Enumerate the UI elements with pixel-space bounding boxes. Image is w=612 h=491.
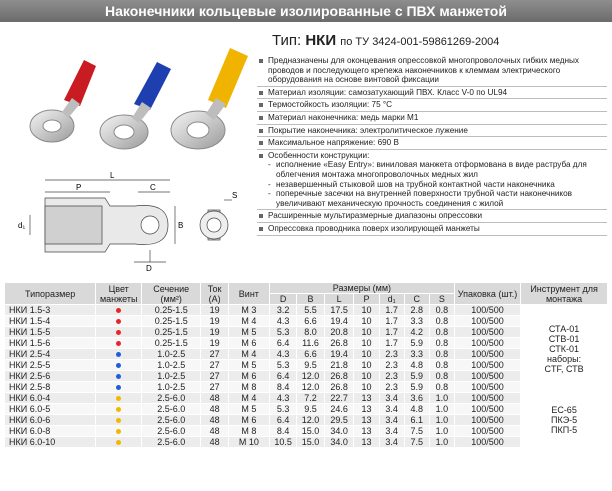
page-title: Наконечники кольцевые изолированные с ПВХ манжетой	[0, 0, 612, 22]
header-dim: P	[354, 294, 379, 305]
cell-dim: 34.0	[324, 437, 354, 448]
cell-screw: М 8	[228, 426, 269, 437]
cell-section: 0.25-1.5	[142, 305, 201, 316]
cell-color	[96, 426, 142, 437]
cell-dim: 21.8	[324, 360, 354, 371]
cell-current: 48	[201, 393, 228, 404]
cell-dim: 3.4	[379, 437, 404, 448]
cell-section: 0.25-1.5	[142, 316, 201, 327]
cell-dim: 10	[354, 316, 379, 327]
header-tool: Инструмент для монтажа	[521, 283, 608, 305]
cell-dim: 1.0	[429, 415, 454, 426]
cell-current: 48	[201, 415, 228, 426]
cell-color	[96, 305, 142, 316]
cell-section: 0.25-1.5	[142, 338, 201, 349]
type-prefix: Тип:	[272, 32, 306, 49]
cell-screw: М 4	[228, 349, 269, 360]
cell-dim: 1.0	[429, 426, 454, 437]
features-heading: Особенности конструкции:	[268, 150, 370, 160]
yellow-terminal	[171, 48, 248, 149]
spec-insulation: Материал изоляции: самозатухающий ПВХ. Класс V-0 по UL94	[257, 88, 607, 100]
cell-type: НКИ 6.0-8	[5, 426, 96, 437]
cell-dim: 4.3	[269, 316, 296, 327]
cell-dim: 0.8	[429, 338, 454, 349]
header-type: Типоразмер	[5, 283, 96, 305]
tool-item: СТК-01	[549, 343, 580, 354]
cell-pack: 100/500	[454, 415, 520, 426]
table-row	[5, 338, 608, 349]
cell-screw: М 5	[228, 327, 269, 338]
cell-dim: 7.2	[297, 393, 324, 404]
cell-dim: 13	[354, 415, 379, 426]
cell-dim: 6.6	[297, 316, 324, 327]
cell-pack: 100/500	[454, 338, 520, 349]
cell-screw: М 3	[228, 305, 269, 316]
cell-section: 2.5-6.0	[142, 415, 201, 426]
cell-dim: 19.4	[324, 349, 354, 360]
cell-pack: 100/500	[454, 382, 520, 393]
cell-current: 19	[201, 327, 228, 338]
cell-tools-group1	[521, 305, 608, 393]
cell-dim: 12.0	[297, 382, 324, 393]
cell-dim: 4.8	[404, 404, 429, 415]
label-B: B	[178, 221, 184, 230]
table-row	[5, 305, 608, 316]
cell-type: НКИ 2.5-4	[5, 349, 96, 360]
cell-section: 2.5-6.0	[142, 437, 201, 448]
spec-coating: Покрытие наконечника: электролитическое лужение	[257, 126, 607, 138]
blue-dot-icon	[116, 352, 121, 357]
cell-color	[96, 415, 142, 426]
type-line	[272, 32, 499, 49]
spec-crimp-over: Опрессовка проводника поверх изолирующей манжеты	[257, 224, 607, 236]
cell-dim: 6.4	[269, 415, 296, 426]
blue-dot-icon	[116, 363, 121, 368]
cell-dim: 10	[354, 327, 379, 338]
cell-dim: 13	[354, 404, 379, 415]
cell-type: НКИ 6.0-10	[5, 437, 96, 448]
cell-dim: 19.4	[324, 316, 354, 327]
cell-dim: 26.8	[324, 382, 354, 393]
cell-section: 1.0-2.5	[142, 360, 201, 371]
spec-material: Материал наконечника: медь марки М1	[257, 113, 607, 125]
table-row	[5, 437, 608, 448]
tool-item: ПКП-5	[550, 425, 578, 435]
feature-text: поперечные засечки на внутренней поверхности трубной части наконечников увеличивают механическую прочность соединения с жилой	[276, 189, 572, 208]
header-dims: Размеры (мм)	[269, 283, 454, 294]
label-D: D	[146, 264, 152, 273]
cell-dim: 12.0	[297, 371, 324, 382]
spec-table	[4, 282, 608, 448]
yellow-dot-icon	[116, 440, 121, 445]
header-dim: B	[297, 294, 324, 305]
cell-dim: 7.5	[404, 437, 429, 448]
tool-item: CTF, СТВ	[544, 363, 584, 374]
cell-dim: 10	[354, 371, 379, 382]
feature-text: незавершенный стыковой шов на трубной контактной части наконечника	[276, 179, 555, 189]
cell-dim: 15.0	[297, 426, 324, 437]
cell-type: НКИ 2.5-5	[5, 360, 96, 371]
cell-dim: 0.8	[429, 305, 454, 316]
cell-pack: 100/500	[454, 437, 520, 448]
cell-pack: 100/500	[454, 349, 520, 360]
cell-dim: 10	[354, 349, 379, 360]
cell-dim: 3.4	[379, 404, 404, 415]
cell-dim: 0.8	[429, 382, 454, 393]
cell-dim: 3.6	[404, 393, 429, 404]
cell-dim: 13	[354, 393, 379, 404]
table-row	[5, 426, 608, 437]
cell-color	[96, 382, 142, 393]
cell-current: 27	[201, 349, 228, 360]
cell-dim: 3.4	[379, 415, 404, 426]
cell-current: 27	[201, 382, 228, 393]
cell-dim: 3.3	[404, 316, 429, 327]
spec-features	[257, 151, 607, 211]
cell-dim: 6.1	[404, 415, 429, 426]
table-row	[5, 316, 608, 327]
product-photo	[12, 40, 267, 155]
cell-color	[96, 327, 142, 338]
label-L: L	[110, 171, 115, 180]
table-row	[5, 382, 608, 393]
cell-color	[96, 360, 142, 371]
spec-purpose: Предназначены для оконцевания опрессовкой многопроволочных гибких медных проводов и последующего крепежа наконечников к клеммам электрического оборудования на основе винтовой фиксации	[257, 56, 607, 87]
tool-item: ЕС-65	[551, 405, 577, 415]
header-current: Ток (А)	[201, 283, 228, 305]
cell-dim: 1.7	[379, 338, 404, 349]
cell-dim: 6.6	[297, 349, 324, 360]
cell-dim: 13	[354, 437, 379, 448]
cell-pack: 100/500	[454, 305, 520, 316]
cell-color	[96, 393, 142, 404]
cell-section: 2.5-6.0	[142, 393, 201, 404]
tool-item: СТА-01	[548, 323, 580, 334]
cell-section: 1.0-2.5	[142, 382, 201, 393]
cell-dim: 5.9	[404, 338, 429, 349]
cell-dim: 0.8	[429, 360, 454, 371]
cell-color	[96, 404, 142, 415]
cell-dim: 10	[354, 360, 379, 371]
table-body	[5, 305, 608, 448]
cell-dim: 15.0	[297, 437, 324, 448]
cell-pack: 100/500	[454, 360, 520, 371]
type-tu: по ТУ 3424-001-59861269-2004	[340, 36, 500, 48]
cell-dim: 26.8	[324, 371, 354, 382]
spec-list	[257, 56, 607, 237]
label-d1: d₁	[18, 221, 26, 230]
table-row	[5, 415, 608, 426]
side-view	[200, 200, 232, 240]
cell-type: НКИ 1.5-6	[5, 338, 96, 349]
cell-type: НКИ 1.5-3	[5, 305, 96, 316]
cell-color	[96, 316, 142, 327]
red-dot-icon	[116, 319, 121, 324]
yellow-dot-icon	[116, 396, 121, 401]
red-terminal	[30, 60, 96, 142]
cell-dim: 13	[354, 426, 379, 437]
cell-current: 27	[201, 371, 228, 382]
cell-section: 0.25-1.5	[142, 327, 201, 338]
cell-dim: 3.2	[269, 305, 296, 316]
cell-dim: 7.5	[404, 426, 429, 437]
cell-dim: 2.3	[379, 360, 404, 371]
cell-screw: М 4	[228, 316, 269, 327]
header-dim: S	[429, 294, 454, 305]
cell-screw: М 4	[228, 393, 269, 404]
cell-dim: 5.9	[404, 382, 429, 393]
cell-dim: 10	[354, 382, 379, 393]
tool-item: СТВ-01	[548, 333, 580, 344]
cell-dim: 4.8	[404, 360, 429, 371]
cell-dim: 8.4	[269, 426, 296, 437]
cell-dim: 11.6	[297, 338, 324, 349]
cell-dim: 34.0	[324, 426, 354, 437]
spec-thermal: Термостойкость изоляции: 75 °С	[257, 100, 607, 112]
cell-dim: 2.8	[404, 305, 429, 316]
cell-dim: 3.3	[404, 349, 429, 360]
label-C: C	[150, 183, 156, 192]
cell-dim: 9.5	[297, 360, 324, 371]
cell-screw: М 6	[228, 371, 269, 382]
cell-dim: 10.5	[269, 437, 296, 448]
cell-pack: 100/500	[454, 393, 520, 404]
cell-dim: 8.0	[297, 327, 324, 338]
cell-tools-group2	[521, 393, 608, 448]
blue-terminal	[100, 62, 171, 149]
cell-dim: 8.4	[269, 382, 296, 393]
cell-current: 19	[201, 316, 228, 327]
label-S: S	[232, 191, 238, 200]
cell-dim: 9.5	[297, 404, 324, 415]
label-P: P	[76, 183, 82, 192]
cell-current: 19	[201, 305, 228, 316]
cell-screw: М 6	[228, 415, 269, 426]
red-dot-icon	[116, 341, 121, 346]
cell-dim: 12.0	[297, 415, 324, 426]
table-row	[5, 393, 608, 404]
cell-current: 27	[201, 360, 228, 371]
cell-section: 1.0-2.5	[142, 349, 201, 360]
cell-color	[96, 349, 142, 360]
technical-drawing	[10, 170, 265, 275]
cell-current: 48	[201, 437, 228, 448]
cell-screw: М 5	[228, 404, 269, 415]
cell-dim: 22.7	[324, 393, 354, 404]
header-dim: C	[404, 294, 429, 305]
feature-item: - исполнение «Easy Entry»: виниловая манжета отформована в виде раструба для облегчения монтажа многопроволочных медных жил	[268, 160, 587, 179]
cell-dim: 5.5	[297, 305, 324, 316]
cell-pack: 100/500	[454, 426, 520, 437]
cell-dim: 6.4	[269, 338, 296, 349]
yellow-dot-icon	[116, 418, 121, 423]
cell-type: НКИ 1.5-5	[5, 327, 96, 338]
cell-dim: 0.8	[429, 349, 454, 360]
cell-section: 1.0-2.5	[142, 371, 201, 382]
feature-text: исполнение «Easy Entry»: виниловая манжета отформована в виде раструба для облегчения монтажа многопроволочных медных жил	[276, 160, 587, 179]
cell-section: 2.5-6.0	[142, 404, 201, 415]
cell-pack: 100/500	[454, 327, 520, 338]
feature-item: - незавершенный стыковой шов на трубной контактной части наконечника	[268, 179, 555, 189]
cell-dim: 0.8	[429, 371, 454, 382]
cell-pack: 100/500	[454, 371, 520, 382]
cell-dim: 2.3	[379, 382, 404, 393]
cell-current: 48	[201, 426, 228, 437]
tool-item: наборы:	[547, 353, 582, 364]
cell-screw: М 8	[228, 382, 269, 393]
header-dim: D	[269, 294, 296, 305]
cell-dim: 2.3	[379, 371, 404, 382]
table-row	[5, 327, 608, 338]
table-row	[5, 404, 608, 415]
yellow-dot-icon	[116, 407, 121, 412]
cell-dim: 4.3	[269, 393, 296, 404]
cell-dim: 5.3	[269, 360, 296, 371]
cell-type: НКИ 6.0-6	[5, 415, 96, 426]
cell-dim: 24.6	[324, 404, 354, 415]
cell-dim: 4.3	[269, 349, 296, 360]
cell-color	[96, 437, 142, 448]
type-name: НКИ	[305, 32, 337, 49]
cell-dim: 3.4	[379, 393, 404, 404]
cell-dim: 1.0	[429, 393, 454, 404]
cell-current: 19	[201, 338, 228, 349]
cell-pack: 100/500	[454, 316, 520, 327]
cell-screw: М 5	[228, 360, 269, 371]
red-dot-icon	[116, 308, 121, 313]
blue-dot-icon	[116, 385, 121, 390]
header-dim: d₁	[379, 294, 404, 305]
cell-section: 2.5-6.0	[142, 426, 201, 437]
cell-dim: 0.8	[429, 327, 454, 338]
red-dot-icon	[116, 330, 121, 335]
table-row	[5, 349, 608, 360]
cell-type: НКИ 1.5-4	[5, 316, 96, 327]
cell-dim: 2.3	[379, 349, 404, 360]
cell-current: 48	[201, 404, 228, 415]
cell-dim: 1.0	[429, 437, 454, 448]
cell-type: НКИ 6.0-4	[5, 393, 96, 404]
cell-dim: 5.3	[269, 327, 296, 338]
table-row	[5, 360, 608, 371]
cell-dim: 20.8	[324, 327, 354, 338]
cell-dim: 1.0	[429, 404, 454, 415]
cell-dim: 0.8	[429, 316, 454, 327]
cell-color	[96, 338, 142, 349]
cell-dim: 1.7	[379, 327, 404, 338]
cell-dim: 6.4	[269, 371, 296, 382]
cell-dim: 29.5	[324, 415, 354, 426]
cell-dim: 4.2	[404, 327, 429, 338]
header-screw: Винт	[228, 283, 269, 305]
cell-type: НКИ 2.5-6	[5, 371, 96, 382]
cell-screw: М 10	[228, 437, 269, 448]
tool-item: ПКЭ-5	[550, 415, 578, 425]
cell-dim: 5.3	[269, 404, 296, 415]
cell-dim: 10	[354, 305, 379, 316]
cell-dim: 3.4	[379, 426, 404, 437]
cell-type: НКИ 2.5-8	[5, 382, 96, 393]
cell-dim: 1.7	[379, 316, 404, 327]
cell-screw: М 6	[228, 338, 269, 349]
red-sleeve	[64, 60, 96, 106]
cell-pack: 100/500	[454, 404, 520, 415]
header-section: Сечение (мм²)	[142, 283, 201, 305]
cell-dim: 17.5	[324, 305, 354, 316]
header-dim: L	[324, 294, 354, 305]
yellow-dot-icon	[116, 429, 121, 434]
cell-type: НКИ 6.0-5	[5, 404, 96, 415]
cell-dim: 26.8	[324, 338, 354, 349]
cell-dim: 1.7	[379, 305, 404, 316]
feature-item: - поперечные засечки на внутренней поверхности трубной части наконечников увеличивают механическую прочность соединения с жилой	[268, 189, 572, 208]
header-color: Цвет манжеты	[96, 283, 142, 305]
cell-dim: 10	[354, 338, 379, 349]
spec-voltage: Максимальное напряжение: 690 В	[257, 138, 607, 150]
header-pack: Упаковка (шт.)	[454, 283, 520, 305]
table-row	[5, 371, 608, 382]
blue-dot-icon	[116, 374, 121, 379]
cell-dim: 5.9	[404, 371, 429, 382]
cell-color	[96, 371, 142, 382]
spec-crimp-range: Расширенные мультиразмерные диапазоны опрессовки	[257, 211, 607, 223]
